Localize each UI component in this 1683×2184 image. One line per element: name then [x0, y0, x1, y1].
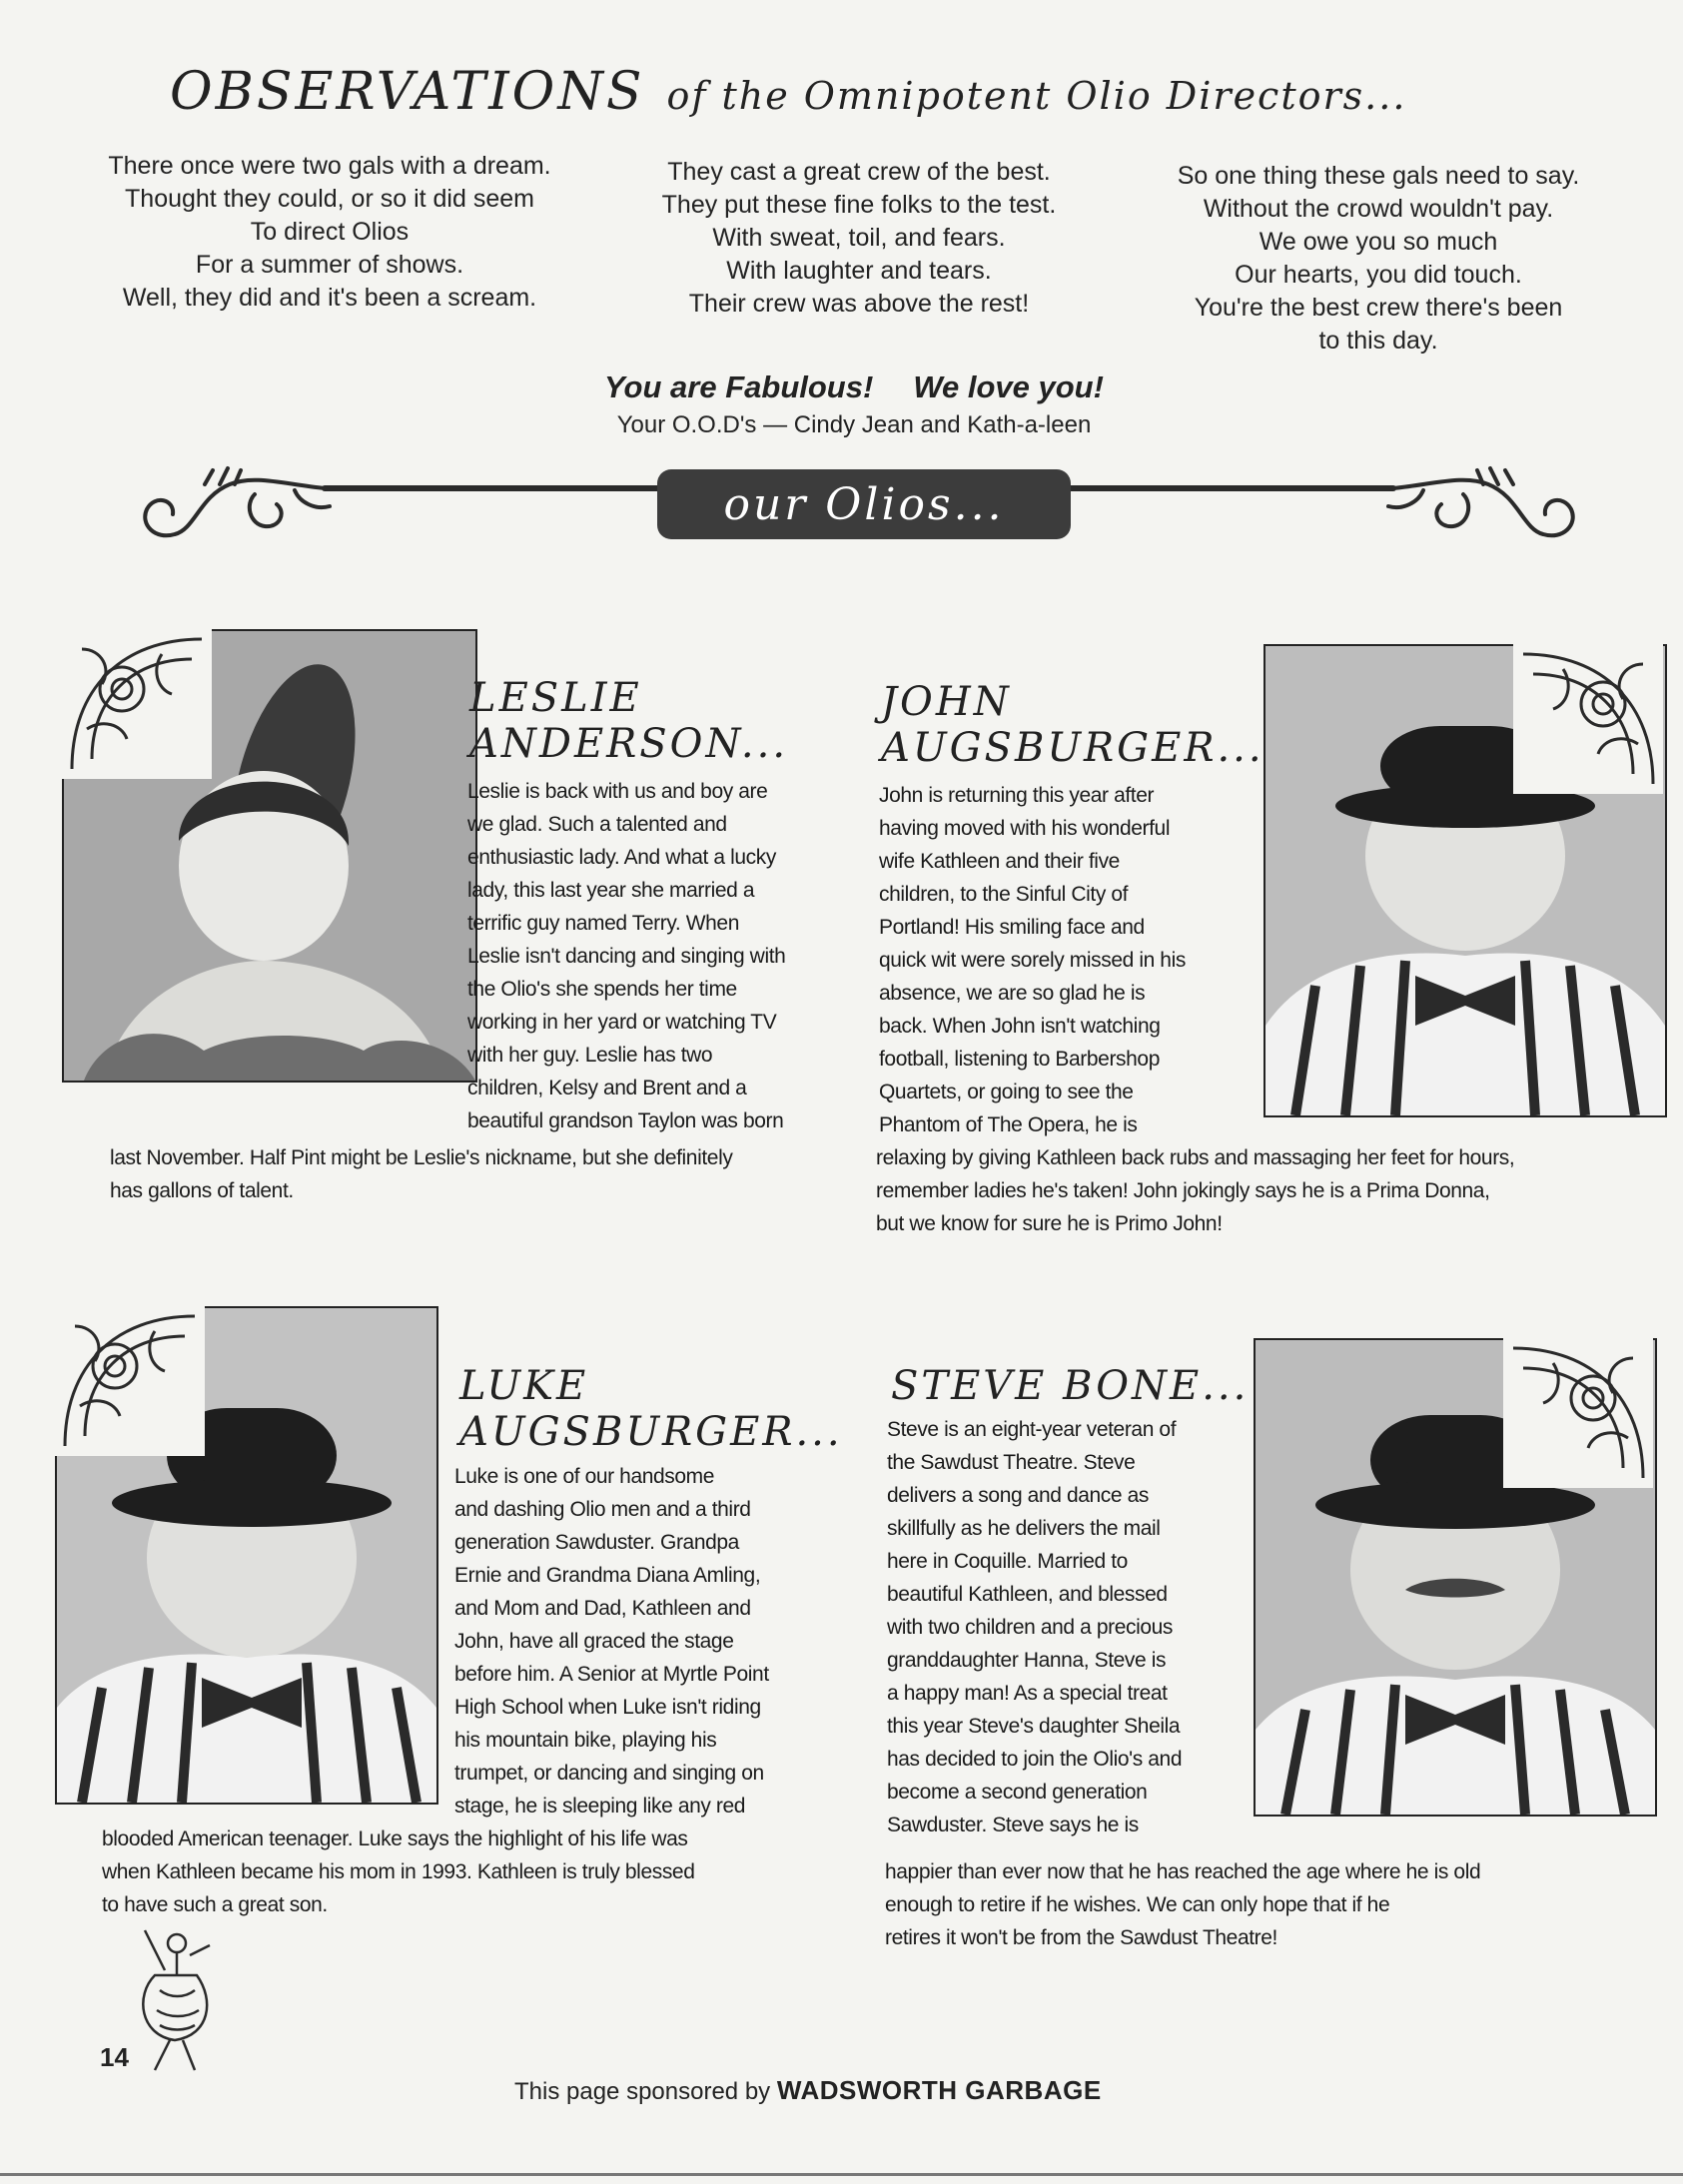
bio-line: Luke is one of our handsome — [454, 1465, 715, 1488]
bio-john-tail — [876, 1141, 1514, 1240]
bio-line: happier than ever now that he has reached the age where he is old — [885, 1860, 1481, 1883]
bio-line: trumpet, or dancing and singing on — [454, 1762, 764, 1785]
verse-line: There once were two gals with a dream. — [108, 152, 551, 180]
bio-line: with two children and a precious — [887, 1616, 1174, 1639]
bio-line: we glad. Such a talented and — [467, 813, 727, 836]
bio-line: Portland! His smiling face and — [879, 916, 1145, 939]
signature-block — [439, 369, 1268, 439]
love-text: We love you! — [913, 369, 1104, 404]
bio-line: having moved with his wonderful — [879, 817, 1171, 840]
verse-line: Their crew was above the rest! — [688, 290, 1030, 318]
bio-luke-tail — [102, 1822, 695, 1921]
bio-steve-tail — [885, 1855, 1480, 1954]
signature-names: Your O.O.D's — Cindy Jean and Kath-a-leen — [616, 411, 1092, 438]
page-number: 14 — [100, 2042, 129, 2072]
verse-line: With laughter and tears. — [726, 257, 992, 285]
bio-line: before him. A Senior at Myrtle Point — [454, 1663, 769, 1686]
filigree-corner-leslie — [62, 629, 212, 779]
bio-line: and Mom and Dad, Kathleen and — [454, 1597, 751, 1620]
bio-line: a happy man! As a special treat — [887, 1682, 1168, 1705]
bio-line: wife Kathleen and their five — [879, 850, 1120, 873]
bio-line: has decided to join the Olio's and — [887, 1748, 1183, 1771]
bio-line: John, have all graced the stage — [454, 1630, 734, 1653]
bio-line: granddaughter Hanna, Steve is — [887, 1649, 1167, 1672]
filigree-corner-steve — [1503, 1338, 1653, 1488]
bio-leslie-tail — [110, 1141, 732, 1207]
bio-line: children, Kelsy and Brent and a — [467, 1077, 747, 1099]
bio-line: beautiful grandson Taylon was born — [467, 1109, 784, 1132]
name-line: STEVE BONE... — [891, 1363, 1250, 1409]
title-sub: of the Omnipotent Olio Directors... — [666, 74, 1407, 118]
bio-line: last November. Half Pint might be Leslie's nickname, but she definitely — [110, 1146, 733, 1169]
bio-line: back. When John isn't watching — [879, 1015, 1161, 1038]
bio-line: enough to retire if he wishes. We can only hope that if he — [885, 1893, 1390, 1916]
bio-line: generation Sawduster. Grandpa — [454, 1531, 739, 1554]
bio-line: here in Coquille. Married to — [887, 1550, 1128, 1573]
verse-line: Thought they could, or so it did seem — [125, 185, 534, 213]
verse-line: To direct Olios — [250, 218, 410, 246]
verse-1 — [80, 150, 579, 315]
bio-line: has gallons of talent. — [110, 1179, 294, 1202]
bio-line: blooded American teenager. Luke says the highlight of his life was — [102, 1827, 688, 1850]
verse-line: They put these fine folks to the test. — [661, 191, 1057, 219]
bio-line: and dashing Olio men and a third — [454, 1498, 751, 1521]
name-line: JOHN — [881, 679, 1012, 725]
bio-line: absence, we are so glad he is — [879, 982, 1146, 1005]
bio-line: John is returning this year after — [879, 784, 1155, 807]
bio-line: Quartets, or going to see the — [879, 1081, 1134, 1103]
verse-line: We owe you so much — [1259, 228, 1498, 256]
verse-line: They cast a great crew of the best. — [667, 158, 1051, 186]
verse-line: Our hearts, you did touch. — [1235, 261, 1522, 289]
bio-line: stage, he is sleeping like any red — [454, 1795, 746, 1818]
bio-line: become a second generation — [887, 1781, 1148, 1804]
bio-line: Steve is an eight-year veteran of — [887, 1418, 1177, 1441]
verse-line: You're the best crew there's been — [1194, 294, 1563, 322]
bio-line: Leslie isn't dancing and singing with — [467, 945, 786, 968]
bio-line: when Kathleen became his mom in 1993. Kathleen is truly blessed — [102, 1860, 695, 1883]
bio-luke — [454, 1460, 769, 1822]
verse-line: Without the crowd wouldn't pay. — [1203, 195, 1554, 223]
bio-line: retires it won't be from the Sawdust Theatre! — [885, 1926, 1277, 1949]
bio-line: High School when Luke isn't riding — [454, 1696, 761, 1719]
name-line: LESLIE — [469, 675, 642, 721]
fabulous-text: You are Fabulous! — [604, 369, 874, 404]
bio-line: this year Steve's daughter Sheila — [887, 1715, 1181, 1738]
bio-line: skillfully as he delivers the mail — [887, 1517, 1161, 1540]
bio-line: lady, this last year she married a — [467, 879, 755, 902]
bio-line: beautiful Kathleen, and blessed — [887, 1583, 1168, 1606]
sponsor-prefix: This page sponsored by — [514, 2078, 771, 2105]
bio-line: to have such a great son. — [102, 1893, 328, 1916]
sponsor-name: WADSWORTH GARBAGE — [776, 2075, 1102, 2105]
bio-leslie — [467, 775, 785, 1137]
bio-john — [879, 779, 1186, 1141]
name-line: ANDERSON... — [469, 721, 789, 767]
sponsor-line — [514, 2075, 1102, 2106]
verse-line: to this day. — [1318, 327, 1438, 355]
name-leslie — [469, 675, 788, 767]
page-title — [170, 62, 1468, 122]
bio-steve — [887, 1413, 1182, 1841]
page-edge-line — [0, 2173, 1683, 2176]
bio-line: Sawduster. Steve says he is — [887, 1814, 1139, 1836]
bio-line: the Sawdust Theatre. Steve — [887, 1451, 1136, 1474]
name-line: LUKE — [459, 1363, 589, 1409]
bio-line: working in her yard or watching TV — [467, 1011, 777, 1034]
name-john — [881, 679, 1264, 771]
verse-line: Well, they did and it's been a scream. — [122, 284, 537, 312]
filigree-corner-john — [1513, 644, 1663, 794]
bio-line: children, to the Sinful City of — [879, 883, 1129, 906]
bio-line: with her guy. Leslie has two — [467, 1044, 713, 1067]
bio-line: remember ladies he's taken! John jokingly says he is a Prima Donna, — [876, 1179, 1490, 1202]
bio-line: enthusiastic lady. And what a lucky — [467, 846, 776, 869]
bio-line: terrific guy named Terry. When — [467, 912, 739, 935]
bio-line: football, listening to Barbershop — [879, 1048, 1160, 1071]
bio-line: delivers a song and dance as — [887, 1484, 1149, 1507]
name-line: AUGSBURGER... — [459, 1409, 843, 1455]
verse-3 — [1129, 160, 1628, 358]
verse-line: So one thing these gals need to say. — [1177, 162, 1580, 190]
name-luke — [459, 1363, 843, 1455]
signature-headline — [439, 369, 1268, 405]
bio-line: the Olio's she spends her time — [467, 978, 737, 1001]
bio-line: Phantom of The Opera, he is — [879, 1113, 1138, 1136]
bio-line: relaxing by giving Kathleen back rubs and massaging her feet for hours, — [876, 1146, 1515, 1169]
verse-2 — [609, 156, 1109, 321]
verse-line: For a summer of shows. — [195, 251, 464, 279]
bio-line: quick wit were sorely missed in his — [879, 949, 1186, 972]
cancan-dancer-illustration — [115, 1925, 230, 2075]
filigree-corner-luke — [55, 1306, 205, 1456]
name-steve — [891, 1363, 1249, 1409]
bio-line: Leslie is back with us and boy are — [467, 780, 768, 803]
title-main: OBSERVATIONS — [170, 62, 645, 122]
bio-line: but we know for sure he is Primo John! — [876, 1212, 1223, 1235]
name-line: AUGSBURGER... — [881, 725, 1264, 771]
verse-line: With sweat, toil, and fears. — [712, 224, 1006, 252]
section-banner: our Olios... — [657, 469, 1071, 539]
bio-line: Ernie and Grandma Diana Amling, — [454, 1564, 761, 1587]
bio-line: his mountain bike, playing his — [454, 1729, 717, 1752]
